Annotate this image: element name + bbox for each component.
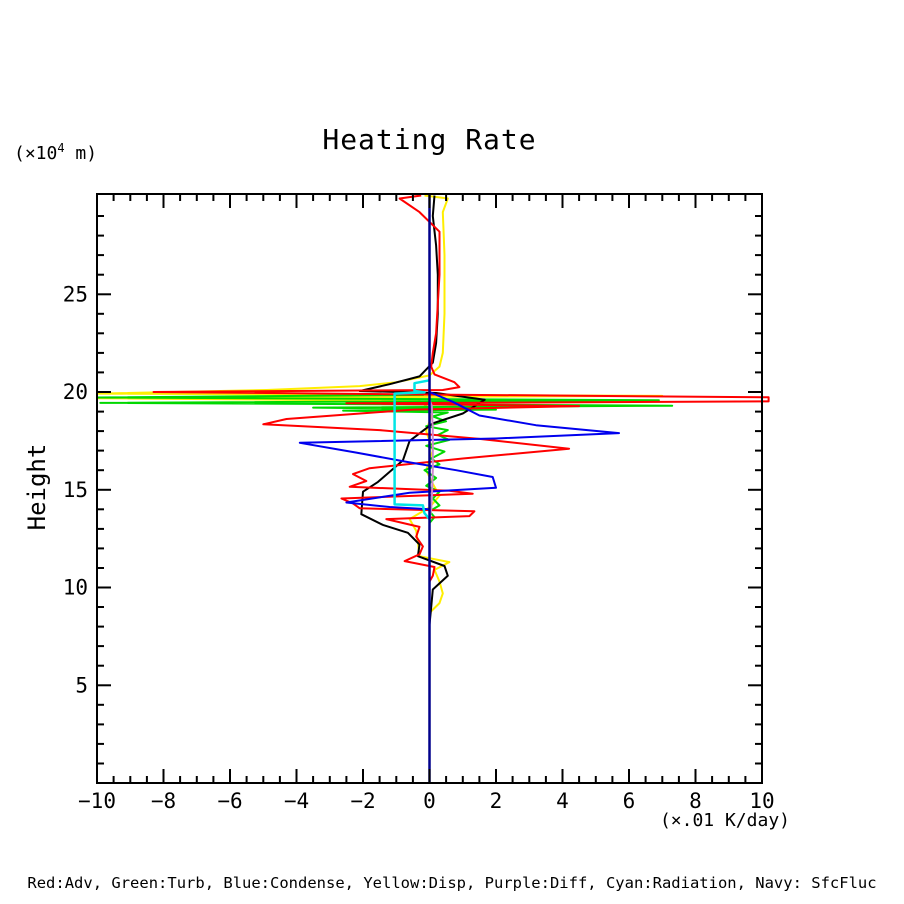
y-unit-prefix: (×10: [14, 143, 58, 164]
x-tick-label: −6: [217, 789, 243, 813]
x-tick-label: 6: [622, 789, 636, 813]
chart-title: Heating Rate: [322, 123, 537, 156]
x-tick-label: 8: [689, 789, 702, 813]
x-tick-label: −8: [150, 789, 177, 813]
y-tick-label: 10: [62, 575, 88, 600]
x-axis-unit-label: (×.01 K/day): [659, 810, 790, 831]
y-tick-label: 15: [62, 477, 88, 502]
x-tick-label: 4: [556, 789, 569, 813]
legend-text: Red:Adv, Green:Turb, Blue:Condense, Yellow:Disp, Purple:Diff, Cyan:Radiation, Navy: SfcFluc: [27, 874, 877, 892]
x-tick-label: −10: [78, 789, 116, 813]
y-tick-label: 20: [62, 380, 88, 404]
x-tick-label: 0: [423, 789, 436, 813]
x-tick-label: 10: [749, 789, 775, 813]
x-tick-label: 2: [489, 789, 503, 813]
x-tick-label: −4: [283, 789, 310, 813]
y-axis-title: Height: [23, 443, 51, 531]
series-red-line: [154, 196, 769, 582]
y-tick-label: 5: [75, 673, 88, 698]
y-unit-suffix: m): [64, 143, 98, 164]
x-tick-label: −2: [350, 789, 376, 813]
y-tick-label: 25: [62, 282, 88, 307]
y-unit-exponent: 4: [57, 141, 65, 155]
series-blue-line: [300, 392, 619, 623]
